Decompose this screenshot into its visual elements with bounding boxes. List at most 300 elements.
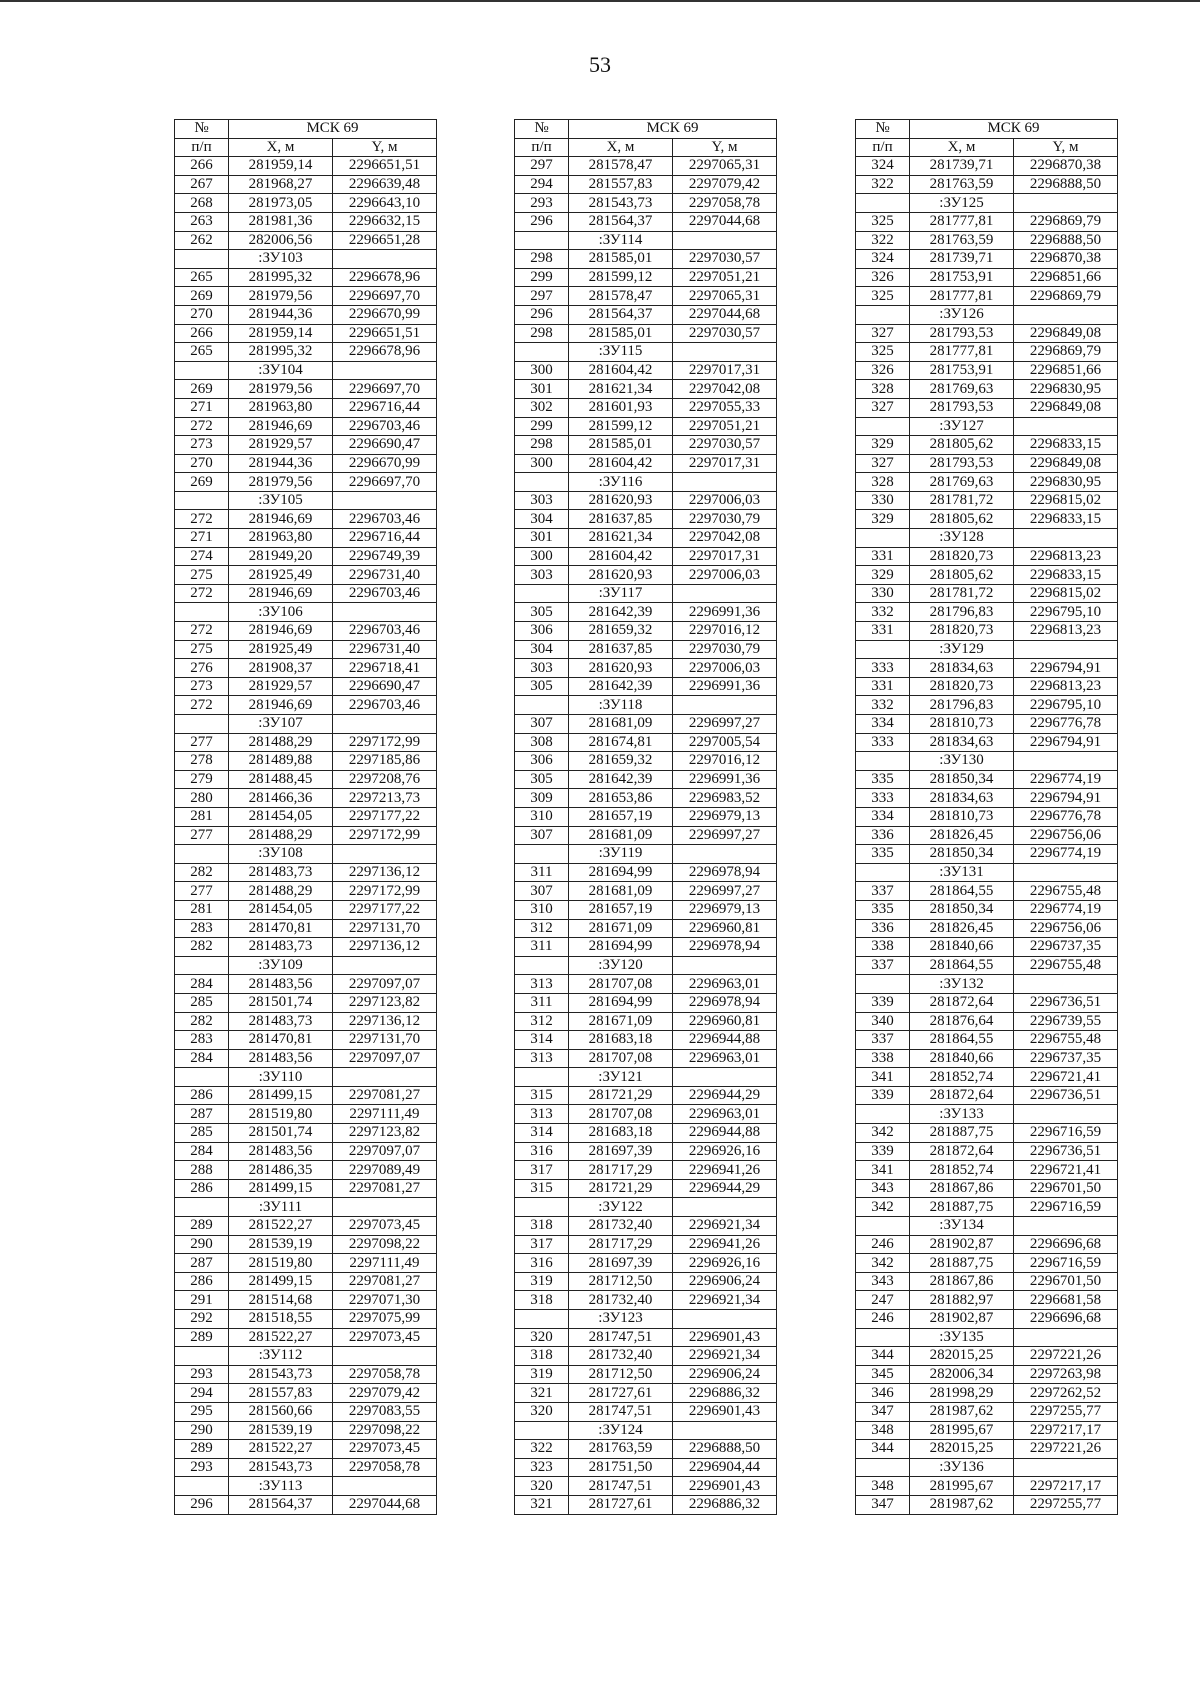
x-coordinate: 281887,75 bbox=[910, 1254, 1014, 1273]
empty-cell bbox=[856, 752, 910, 771]
y-coordinate: 2296888,50 bbox=[673, 1440, 777, 1459]
y-coordinate: 2296944,88 bbox=[673, 1124, 777, 1143]
x-coordinate: 281946,69 bbox=[229, 510, 333, 529]
point-number: 272 bbox=[175, 622, 229, 641]
y-coordinate: 2297016,12 bbox=[673, 622, 777, 641]
table-row bbox=[856, 287, 1118, 306]
point-number: 277 bbox=[175, 882, 229, 901]
table-row bbox=[856, 882, 1118, 901]
point-number: 269 bbox=[175, 473, 229, 492]
x-coordinate: 281543,73 bbox=[569, 194, 673, 213]
y-coordinate: 2296756,06 bbox=[1014, 826, 1118, 845]
y-coordinate: 2296888,50 bbox=[1014, 175, 1118, 194]
empty-cell bbox=[175, 715, 229, 734]
empty-cell bbox=[856, 1328, 910, 1347]
point-number: 311 bbox=[515, 863, 569, 882]
table-row bbox=[515, 454, 777, 473]
table-row bbox=[515, 1049, 777, 1068]
x-coordinate: 281826,45 bbox=[910, 919, 1014, 938]
table-row bbox=[515, 863, 777, 882]
table-row bbox=[856, 1031, 1118, 1050]
point-number: 277 bbox=[175, 733, 229, 752]
point-number: 339 bbox=[856, 1142, 910, 1161]
table-row bbox=[175, 1402, 437, 1421]
y-coordinate: 2297030,57 bbox=[673, 250, 777, 269]
y-coordinate: 2297044,68 bbox=[673, 212, 777, 231]
parcel-label: :ЗУ109 bbox=[229, 956, 333, 975]
empty-cell bbox=[333, 1477, 437, 1496]
y-coordinate: 2297073,45 bbox=[333, 1217, 437, 1236]
table-row bbox=[175, 1495, 437, 1514]
point-number: 328 bbox=[856, 473, 910, 492]
point-number: 271 bbox=[175, 398, 229, 417]
empty-cell bbox=[333, 1198, 437, 1217]
point-number: 272 bbox=[175, 696, 229, 715]
point-number: 269 bbox=[175, 287, 229, 306]
point-number: 341 bbox=[856, 1068, 910, 1087]
x-coordinate: 281995,67 bbox=[910, 1477, 1014, 1496]
empty-cell bbox=[856, 529, 910, 548]
parcel-label: :ЗУ131 bbox=[910, 863, 1014, 882]
parcel-label: :ЗУ107 bbox=[229, 715, 333, 734]
table-row bbox=[856, 1142, 1118, 1161]
table-row bbox=[175, 305, 437, 324]
y-coordinate: 2296651,51 bbox=[333, 324, 437, 343]
x-coordinate: 281902,87 bbox=[910, 1235, 1014, 1254]
y-coordinate: 2296736,51 bbox=[1014, 1142, 1118, 1161]
table-row bbox=[175, 1217, 437, 1236]
table-row bbox=[515, 826, 777, 845]
point-number: 338 bbox=[856, 938, 910, 957]
point-number: 296 bbox=[515, 305, 569, 324]
empty-cell bbox=[333, 491, 437, 510]
header-y: Y, м bbox=[333, 138, 437, 157]
parcel-label: :ЗУ116 bbox=[569, 473, 673, 492]
table-row bbox=[515, 324, 777, 343]
table-row bbox=[175, 380, 437, 399]
table-row bbox=[515, 938, 777, 957]
empty-cell bbox=[175, 1198, 229, 1217]
y-coordinate: 2297058,78 bbox=[673, 194, 777, 213]
x-coordinate: 281793,53 bbox=[910, 454, 1014, 473]
x-coordinate: 281637,85 bbox=[569, 640, 673, 659]
point-number: 305 bbox=[515, 770, 569, 789]
point-number: 311 bbox=[515, 938, 569, 957]
x-coordinate: 281683,18 bbox=[569, 1124, 673, 1143]
x-coordinate: 281946,69 bbox=[229, 622, 333, 641]
coords-table-column-3 bbox=[855, 119, 1118, 1515]
y-coordinate: 2296944,88 bbox=[673, 1031, 777, 1050]
x-coordinate: 281604,42 bbox=[569, 361, 673, 380]
table-row bbox=[515, 622, 777, 641]
y-coordinate: 2296870,38 bbox=[1014, 250, 1118, 269]
point-number: 265 bbox=[175, 343, 229, 362]
point-number: 337 bbox=[856, 882, 910, 901]
table-row bbox=[175, 212, 437, 231]
empty-cell bbox=[673, 956, 777, 975]
x-coordinate: 281642,39 bbox=[569, 603, 673, 622]
point-number: 284 bbox=[175, 1142, 229, 1161]
x-coordinate: 281557,83 bbox=[229, 1384, 333, 1403]
point-number: 330 bbox=[856, 491, 910, 510]
x-coordinate: 281834,63 bbox=[910, 659, 1014, 678]
table-row bbox=[175, 696, 437, 715]
table-row bbox=[175, 231, 437, 250]
y-coordinate: 2296696,68 bbox=[1014, 1310, 1118, 1329]
x-coordinate: 281872,64 bbox=[910, 1086, 1014, 1105]
x-coordinate: 281488,29 bbox=[229, 733, 333, 752]
y-coordinate: 2297073,45 bbox=[333, 1328, 437, 1347]
table-row bbox=[856, 956, 1118, 975]
point-number: 335 bbox=[856, 845, 910, 864]
y-coordinate: 2296921,34 bbox=[673, 1217, 777, 1236]
point-number: 302 bbox=[515, 398, 569, 417]
coords-table-column-1 bbox=[174, 119, 437, 1515]
table-row bbox=[175, 268, 437, 287]
point-number: 311 bbox=[515, 993, 569, 1012]
point-number: 286 bbox=[175, 1272, 229, 1291]
parcel-label: :ЗУ125 bbox=[910, 194, 1014, 213]
x-coordinate: 281944,36 bbox=[229, 305, 333, 324]
x-coordinate: 281850,34 bbox=[910, 770, 1014, 789]
parcel-label: :ЗУ114 bbox=[569, 231, 673, 250]
table-row bbox=[856, 510, 1118, 529]
point-number: 298 bbox=[515, 436, 569, 455]
y-coordinate: 2296901,43 bbox=[673, 1402, 777, 1421]
x-coordinate: 281519,80 bbox=[229, 1254, 333, 1273]
y-coordinate: 2296794,91 bbox=[1014, 659, 1118, 678]
y-coordinate: 2297255,77 bbox=[1014, 1402, 1118, 1421]
point-number: 283 bbox=[175, 919, 229, 938]
point-number: 316 bbox=[515, 1254, 569, 1273]
y-coordinate: 2296926,16 bbox=[673, 1254, 777, 1273]
y-coordinate: 2297006,03 bbox=[673, 491, 777, 510]
parcel-label: :ЗУ126 bbox=[910, 305, 1014, 324]
table-row bbox=[515, 1105, 777, 1124]
table-row bbox=[515, 417, 777, 436]
table-row bbox=[515, 380, 777, 399]
point-number: 333 bbox=[856, 789, 910, 808]
x-coordinate: 281657,19 bbox=[569, 900, 673, 919]
y-coordinate: 2297221,26 bbox=[1014, 1440, 1118, 1459]
point-number: 246 bbox=[856, 1310, 910, 1329]
point-number: 300 bbox=[515, 361, 569, 380]
x-coordinate: 281840,66 bbox=[910, 938, 1014, 957]
x-coordinate: 281981,36 bbox=[229, 212, 333, 231]
point-number: 304 bbox=[515, 510, 569, 529]
table-row bbox=[515, 1161, 777, 1180]
table-row bbox=[856, 491, 1118, 510]
y-coordinate: 2296670,99 bbox=[333, 454, 437, 473]
x-coordinate: 281483,73 bbox=[229, 938, 333, 957]
x-coordinate: 281601,93 bbox=[569, 398, 673, 417]
point-number: 319 bbox=[515, 1272, 569, 1291]
point-number: 282 bbox=[175, 863, 229, 882]
y-coordinate: 2296830,95 bbox=[1014, 380, 1118, 399]
point-number: 312 bbox=[515, 919, 569, 938]
empty-cell bbox=[515, 1198, 569, 1217]
table-row bbox=[515, 603, 777, 622]
table-row bbox=[856, 733, 1118, 752]
y-coordinate: 2296869,79 bbox=[1014, 212, 1118, 231]
table-row bbox=[515, 1328, 777, 1347]
x-coordinate: 281834,63 bbox=[910, 789, 1014, 808]
point-number: 313 bbox=[515, 975, 569, 994]
header-num-sub: п/п bbox=[175, 138, 229, 157]
empty-cell bbox=[515, 696, 569, 715]
empty-cell bbox=[856, 863, 910, 882]
parcel-label: :ЗУ127 bbox=[910, 417, 1014, 436]
y-coordinate: 2297097,07 bbox=[333, 1142, 437, 1161]
table-row bbox=[515, 1217, 777, 1236]
x-coordinate: 281620,93 bbox=[569, 659, 673, 678]
y-coordinate: 2296991,36 bbox=[673, 677, 777, 696]
y-coordinate: 2297098,22 bbox=[333, 1235, 437, 1254]
parcel-row bbox=[175, 491, 437, 510]
y-coordinate: 2297255,77 bbox=[1014, 1495, 1118, 1514]
y-coordinate: 2296774,19 bbox=[1014, 900, 1118, 919]
point-number: 294 bbox=[515, 175, 569, 194]
table-row bbox=[856, 212, 1118, 231]
x-coordinate: 281995,32 bbox=[229, 268, 333, 287]
x-coordinate: 281747,51 bbox=[569, 1402, 673, 1421]
empty-cell bbox=[1014, 529, 1118, 548]
y-coordinate: 2296670,99 bbox=[333, 305, 437, 324]
y-coordinate: 2297172,99 bbox=[333, 733, 437, 752]
x-coordinate: 281697,39 bbox=[569, 1142, 673, 1161]
parcel-row bbox=[515, 696, 777, 715]
y-coordinate: 2297136,12 bbox=[333, 938, 437, 957]
table-row bbox=[856, 1049, 1118, 1068]
y-coordinate: 2296833,15 bbox=[1014, 510, 1118, 529]
x-coordinate: 281620,93 bbox=[569, 491, 673, 510]
table-row bbox=[175, 1440, 437, 1459]
y-coordinate: 2296997,27 bbox=[673, 882, 777, 901]
x-coordinate: 281499,15 bbox=[229, 1179, 333, 1198]
table-row bbox=[515, 1495, 777, 1514]
y-coordinate: 2297030,79 bbox=[673, 510, 777, 529]
y-coordinate: 2297005,54 bbox=[673, 733, 777, 752]
y-coordinate: 2297172,99 bbox=[333, 826, 437, 845]
y-coordinate: 2296721,41 bbox=[1014, 1068, 1118, 1087]
point-number: 273 bbox=[175, 436, 229, 455]
point-number: 307 bbox=[515, 715, 569, 734]
x-coordinate: 281604,42 bbox=[569, 454, 673, 473]
table-row bbox=[175, 194, 437, 213]
y-coordinate: 2296755,48 bbox=[1014, 1031, 1118, 1050]
y-coordinate: 2296921,34 bbox=[673, 1291, 777, 1310]
parcel-row bbox=[515, 956, 777, 975]
point-number: 289 bbox=[175, 1440, 229, 1459]
point-number: 298 bbox=[515, 324, 569, 343]
y-coordinate: 2297089,49 bbox=[333, 1161, 437, 1180]
x-coordinate: 281973,05 bbox=[229, 194, 333, 213]
table-row bbox=[515, 1272, 777, 1291]
point-number: 321 bbox=[515, 1495, 569, 1514]
parcel-label: :ЗУ135 bbox=[910, 1328, 1014, 1347]
x-coordinate: 281717,29 bbox=[569, 1161, 673, 1180]
table-row bbox=[856, 157, 1118, 176]
table-row bbox=[856, 361, 1118, 380]
empty-cell bbox=[673, 231, 777, 250]
table-row bbox=[856, 659, 1118, 678]
parcel-row bbox=[856, 975, 1118, 994]
y-coordinate: 2296849,08 bbox=[1014, 398, 1118, 417]
x-coordinate: 281488,29 bbox=[229, 826, 333, 845]
x-coordinate: 281721,29 bbox=[569, 1086, 673, 1105]
empty-cell bbox=[673, 1068, 777, 1087]
point-number: 327 bbox=[856, 454, 910, 473]
table-row bbox=[856, 845, 1118, 864]
parcel-label: :ЗУ121 bbox=[569, 1068, 673, 1087]
table-row bbox=[175, 1272, 437, 1291]
point-number: 336 bbox=[856, 919, 910, 938]
table-row bbox=[515, 1179, 777, 1198]
x-coordinate: 281987,62 bbox=[910, 1402, 1014, 1421]
x-coordinate: 281499,15 bbox=[229, 1086, 333, 1105]
point-number: 330 bbox=[856, 584, 910, 603]
point-number: 279 bbox=[175, 770, 229, 789]
empty-cell bbox=[673, 845, 777, 864]
point-number: 305 bbox=[515, 603, 569, 622]
y-coordinate: 2296941,26 bbox=[673, 1235, 777, 1254]
point-number: 284 bbox=[175, 1049, 229, 1068]
table-row bbox=[515, 789, 777, 808]
table-row bbox=[515, 510, 777, 529]
empty-cell bbox=[856, 417, 910, 436]
header-y: Y, м bbox=[673, 138, 777, 157]
parcel-row bbox=[175, 845, 437, 864]
x-coordinate: 281876,64 bbox=[910, 1012, 1014, 1031]
point-number: 299 bbox=[515, 417, 569, 436]
empty-cell bbox=[175, 361, 229, 380]
x-coordinate: 281963,80 bbox=[229, 398, 333, 417]
table-row bbox=[515, 268, 777, 287]
table-row bbox=[175, 919, 437, 938]
y-coordinate: 2296651,51 bbox=[333, 157, 437, 176]
table-row bbox=[515, 194, 777, 213]
table-row bbox=[856, 1347, 1118, 1366]
point-number: 342 bbox=[856, 1124, 910, 1143]
y-coordinate: 2297030,57 bbox=[673, 436, 777, 455]
table-row bbox=[856, 1161, 1118, 1180]
empty-cell bbox=[333, 603, 437, 622]
table-row bbox=[515, 752, 777, 771]
header-coordinate-system: МСК 69 bbox=[910, 120, 1118, 139]
y-coordinate: 2296978,94 bbox=[673, 993, 777, 1012]
x-coordinate: 281522,27 bbox=[229, 1328, 333, 1347]
empty-cell bbox=[1014, 863, 1118, 882]
point-number: 301 bbox=[515, 529, 569, 548]
point-number: 266 bbox=[175, 157, 229, 176]
x-coordinate: 281657,19 bbox=[569, 807, 673, 826]
point-number: 307 bbox=[515, 826, 569, 845]
parcel-row bbox=[856, 863, 1118, 882]
header-x: X, м bbox=[569, 138, 673, 157]
x-coordinate: 281929,57 bbox=[229, 436, 333, 455]
x-coordinate: 281777,81 bbox=[910, 212, 1014, 231]
y-coordinate: 2296776,78 bbox=[1014, 715, 1118, 734]
table-row bbox=[856, 1086, 1118, 1105]
x-coordinate: 281671,09 bbox=[569, 1012, 673, 1031]
parcel-label: :ЗУ115 bbox=[569, 343, 673, 362]
parcel-label: :ЗУ134 bbox=[910, 1217, 1014, 1236]
parcel-label: :ЗУ122 bbox=[569, 1198, 673, 1217]
point-number: 322 bbox=[856, 231, 910, 250]
x-coordinate: 281454,05 bbox=[229, 807, 333, 826]
y-coordinate: 2297051,21 bbox=[673, 268, 777, 287]
table-row bbox=[856, 566, 1118, 585]
table-row bbox=[515, 529, 777, 548]
coordinates-table bbox=[174, 119, 437, 1515]
y-coordinate: 2296960,81 bbox=[673, 919, 777, 938]
y-coordinate: 2296944,29 bbox=[673, 1179, 777, 1198]
empty-cell bbox=[1014, 194, 1118, 213]
y-coordinate: 2296901,43 bbox=[673, 1328, 777, 1347]
x-coordinate: 281867,86 bbox=[910, 1179, 1014, 1198]
empty-cell bbox=[175, 956, 229, 975]
y-coordinate: 2296731,40 bbox=[333, 566, 437, 585]
empty-cell bbox=[175, 1068, 229, 1087]
x-coordinate: 281987,62 bbox=[910, 1495, 1014, 1514]
y-coordinate: 2296739,55 bbox=[1014, 1012, 1118, 1031]
x-coordinate: 281697,39 bbox=[569, 1254, 673, 1273]
x-coordinate: 281946,69 bbox=[229, 696, 333, 715]
y-coordinate: 2296703,46 bbox=[333, 696, 437, 715]
parcel-label: :ЗУ117 bbox=[569, 584, 673, 603]
point-number: 337 bbox=[856, 1031, 910, 1050]
point-number: 282 bbox=[175, 1012, 229, 1031]
y-coordinate: 2297044,68 bbox=[673, 305, 777, 324]
parcel-row bbox=[515, 231, 777, 250]
x-coordinate: 281949,20 bbox=[229, 547, 333, 566]
table-row bbox=[175, 1124, 437, 1143]
x-coordinate: 281621,34 bbox=[569, 529, 673, 548]
x-coordinate: 281763,59 bbox=[910, 231, 1014, 250]
x-coordinate: 281694,99 bbox=[569, 938, 673, 957]
point-number: 348 bbox=[856, 1477, 910, 1496]
point-number: 301 bbox=[515, 380, 569, 399]
table-row bbox=[175, 529, 437, 548]
empty-cell bbox=[856, 1217, 910, 1236]
table-row bbox=[175, 622, 437, 641]
empty-cell bbox=[1014, 417, 1118, 436]
parcel-label: :ЗУ132 bbox=[910, 975, 1014, 994]
y-coordinate: 2296716,44 bbox=[333, 529, 437, 548]
point-number: 338 bbox=[856, 1049, 910, 1068]
x-coordinate: 281466,36 bbox=[229, 789, 333, 808]
y-coordinate: 2296963,01 bbox=[673, 1049, 777, 1068]
y-coordinate: 2296632,15 bbox=[333, 212, 437, 231]
x-coordinate: 281850,34 bbox=[910, 845, 1014, 864]
x-coordinate: 281721,29 bbox=[569, 1179, 673, 1198]
point-number: 295 bbox=[175, 1402, 229, 1421]
point-number: 306 bbox=[515, 752, 569, 771]
y-coordinate: 2297065,31 bbox=[673, 157, 777, 176]
parcel-row bbox=[856, 1458, 1118, 1477]
coordinates-table bbox=[514, 119, 777, 1515]
header-row bbox=[515, 120, 777, 139]
x-coordinate: 281564,37 bbox=[569, 212, 673, 231]
empty-cell bbox=[673, 473, 777, 492]
point-number: 283 bbox=[175, 1031, 229, 1050]
point-number: 315 bbox=[515, 1179, 569, 1198]
point-number: 327 bbox=[856, 324, 910, 343]
x-coordinate: 281674,81 bbox=[569, 733, 673, 752]
x-coordinate: 281979,56 bbox=[229, 287, 333, 306]
y-coordinate: 2296703,46 bbox=[333, 622, 437, 641]
parcel-label: :ЗУ110 bbox=[229, 1068, 333, 1087]
